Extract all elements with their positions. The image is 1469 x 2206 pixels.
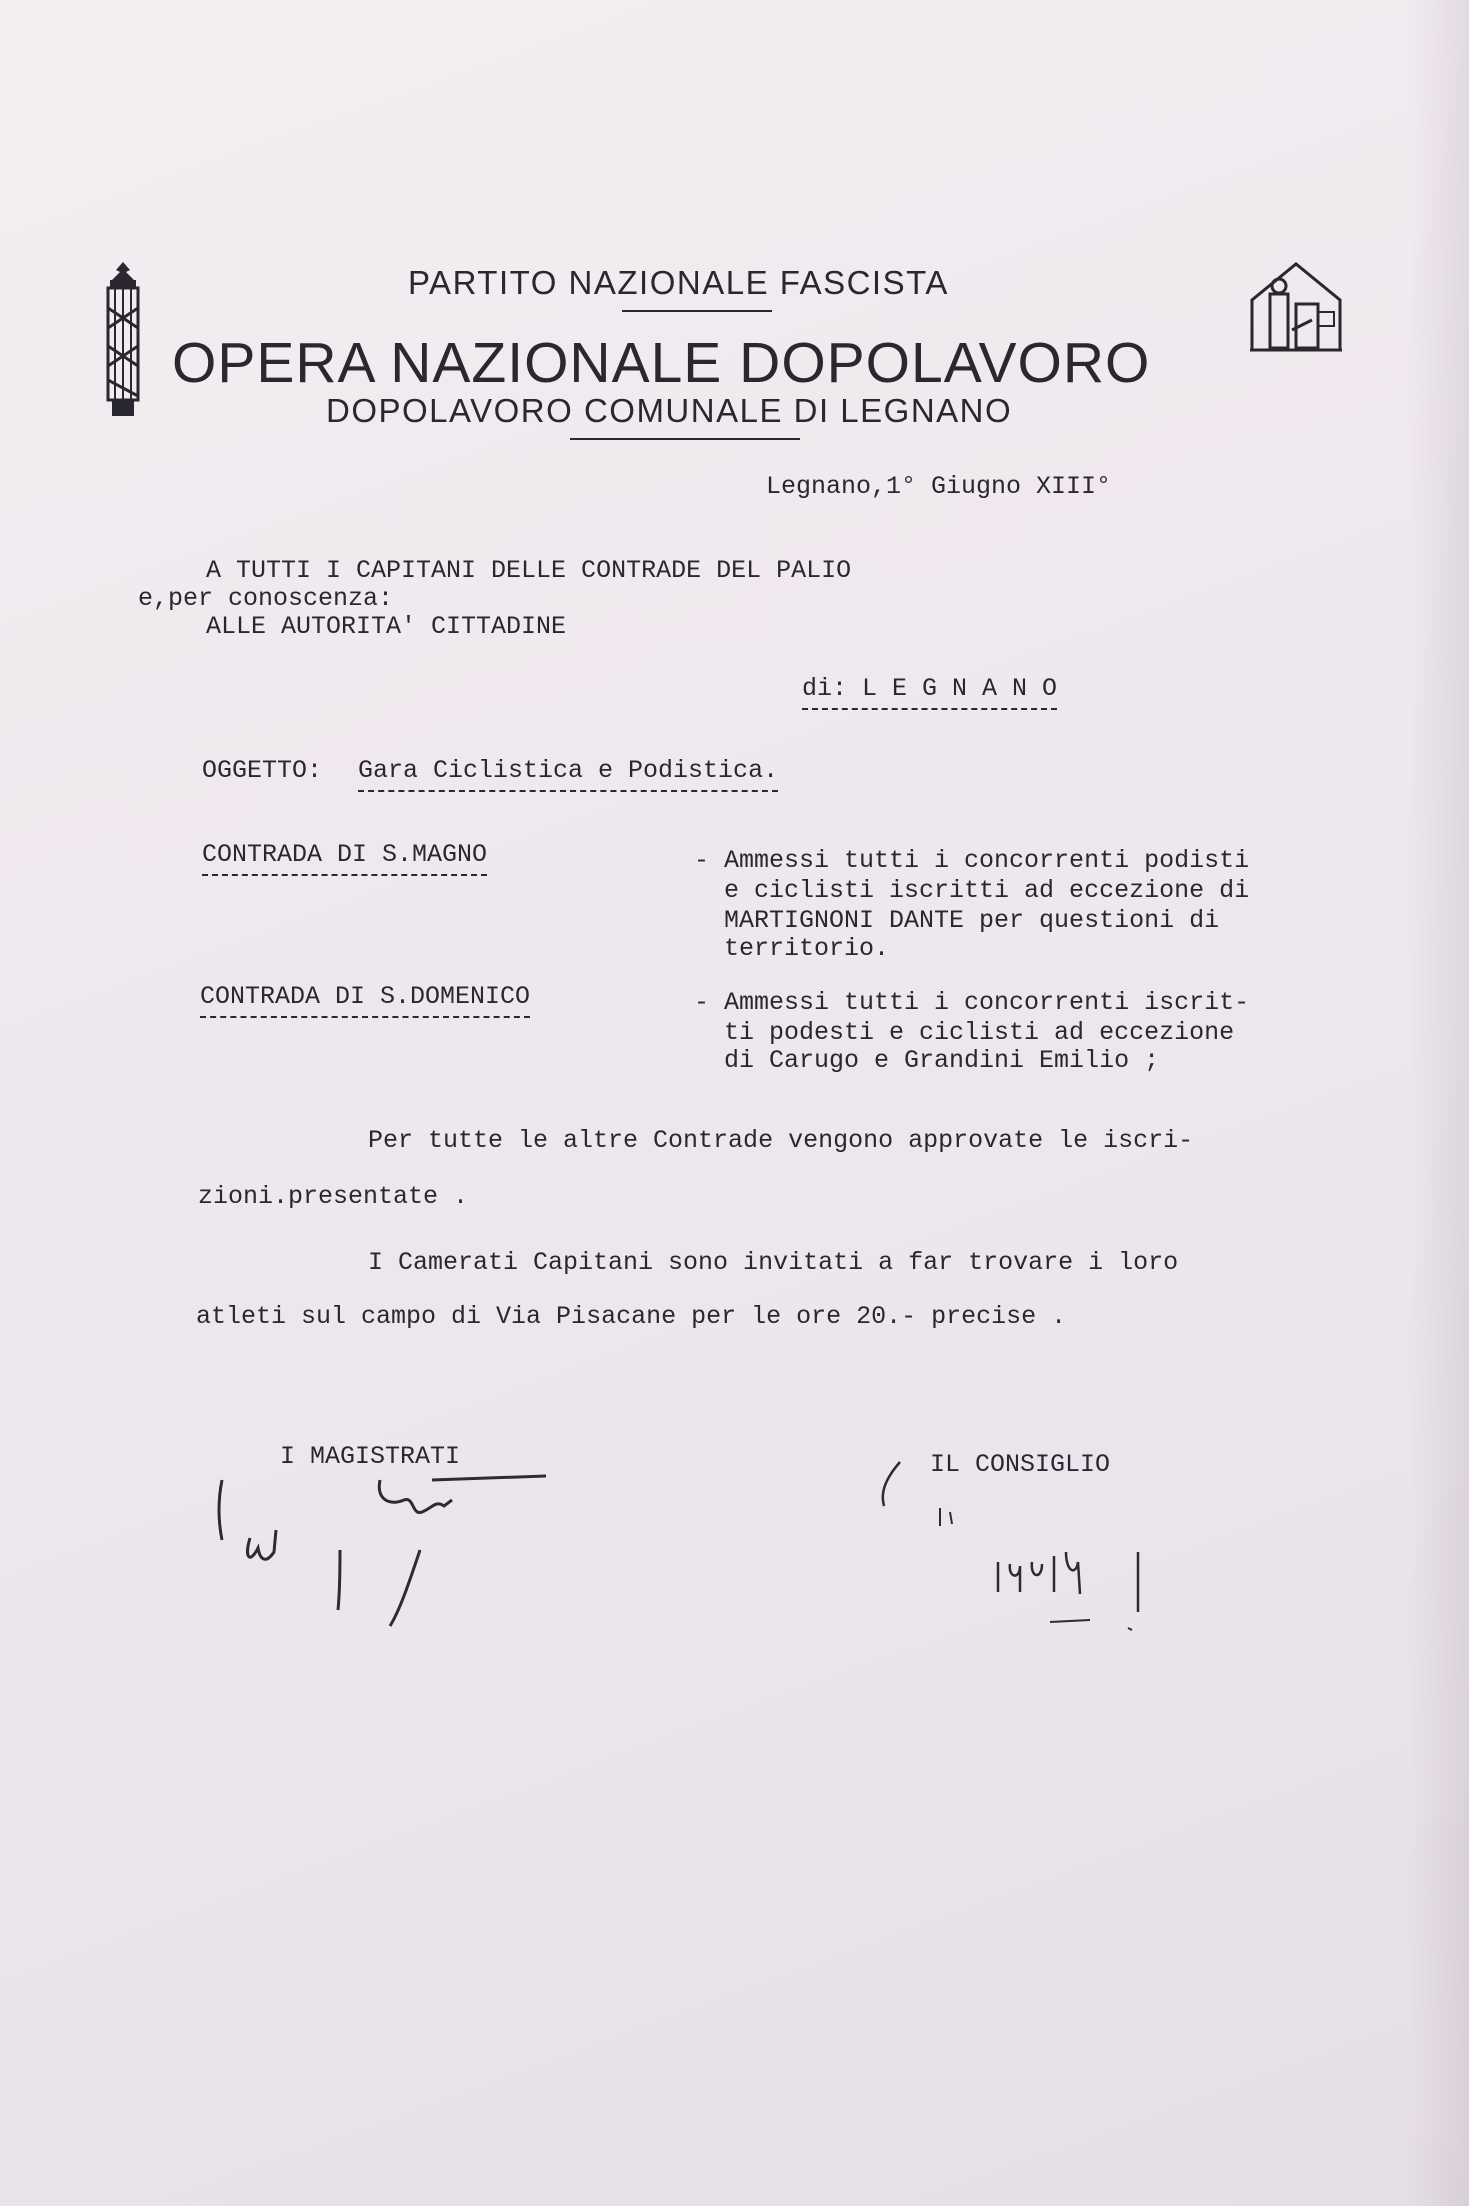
contrada-note-line: - Ammessi tutti i concorrenti podisti [694, 846, 1250, 875]
contrada-note-line: territorio. [694, 934, 890, 963]
header-divider-2 [570, 438, 800, 440]
header-divider [622, 310, 772, 312]
body-paragraph-line: zioni.presentate . [198, 1182, 469, 1211]
organization-title: OPERA NAZIONALE DOPOLAVORO [172, 331, 1151, 395]
branch-name: DOPOLAVORO COMUNALE DI LEGNANO [326, 392, 1013, 429]
page-edge-shadow [1409, 0, 1469, 2206]
body-paragraph-line: Per tutte le altre Contrade vengono approvate le iscri- [368, 1126, 1194, 1155]
contrada-note-line: ti podesti e ciclisti ad eccezione [694, 1018, 1235, 1047]
contrada-name: CONTRADA DI S.MAGNO [202, 840, 487, 876]
contrada-note-line: MARTIGNONI DANTE per questioni di [694, 906, 1220, 935]
consiglio-signature [870, 1452, 1150, 1642]
recipient-line-1: A TUTTI I CAPITANI DELLE CONTRADE DEL PALIO [206, 556, 852, 585]
recipient-city: di: L E G N A N O [802, 674, 1057, 710]
signature-label-left: I MAGISTRATI [280, 1442, 461, 1471]
contrada-note-line: - Ammessi tutti i concorrenti iscrit- [694, 988, 1250, 1017]
subject-label: OGGETTO: [202, 756, 323, 785]
subject-text: Gara Ciclistica e Podistica. [358, 756, 778, 792]
party-name: PARTITO NAZIONALE FASCISTA [408, 264, 949, 301]
place-date: Legnano,1° Giugno XIII° [766, 472, 1112, 501]
body-paragraph-line: atleti sul campo di Via Pisacane per le ore 20.- precise . [196, 1302, 1067, 1331]
contrada-note-line: di Carugo e Grandini Emilio ; [694, 1046, 1160, 1075]
body-paragraph-line: I Camerati Capitani sono invitati a far trovare i loro [368, 1248, 1179, 1277]
dopolavoro-emblem-icon [1248, 260, 1344, 356]
fasces-icon [100, 258, 146, 420]
recipient-line-3: ALLE AUTORITA' CITTADINE [206, 612, 567, 641]
contrada-name: CONTRADA DI S.DOMENICO [200, 982, 530, 1018]
recipient-line-2: e,per conoscenza: [138, 584, 394, 613]
signature-label-right: IL CONSIGLIO [930, 1450, 1111, 1479]
contrada-note-line: e ciclisti iscritti ad eccezione di [694, 876, 1250, 905]
magistrati-signature [200, 1460, 560, 1630]
